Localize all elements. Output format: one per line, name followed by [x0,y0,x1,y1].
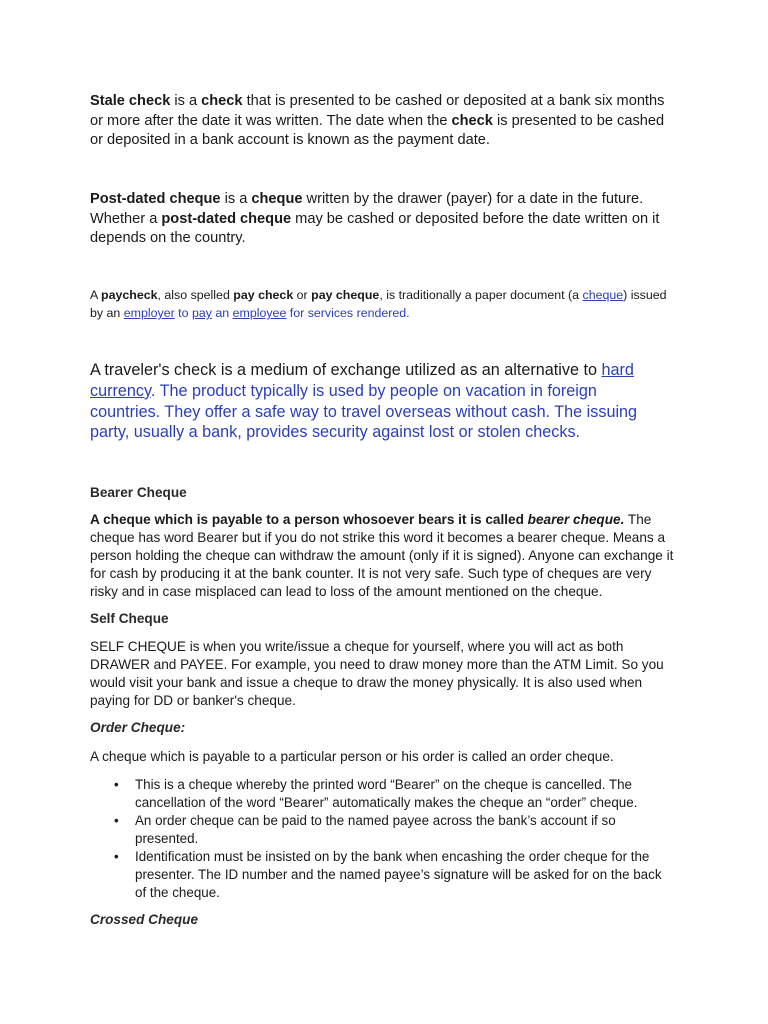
text-run: A traveler's check is a medium of exchange utilized as an alternative to [90,361,602,379]
self-cheque-heading [90,611,680,626]
bearer-cheque-heading [90,485,680,500]
text-run: is a [220,191,252,207]
section-heading: Self Cheque [90,611,169,626]
text-run: , also spelled [157,288,234,302]
paycheck-paragraph [90,286,680,322]
list-item-text: An order cheque can be paid to the named payee across the bank’s account if so presented. [135,813,616,846]
text-run: for services rendered. [286,306,410,320]
hard-currency-link[interactable]: hard currency [90,361,634,400]
stale-check-term: Stale check [90,93,171,109]
text-run: to [174,306,192,320]
self-cheque-paragraph [90,638,680,710]
text-run: A [90,288,102,302]
order-cheque-heading [90,720,680,735]
text-run: is presented to be cashed or deposited in a bank account is known as the payment date. [90,112,665,148]
list-item-text: Identification must be insisted on by the bank when encashing the order cheque for the presenter. The ID number and the named payee’s signature will be asked for on the back of the cheque. [135,849,662,900]
text-run: . The product typically is used by people on vacation in foreign countries. They offer a safe way to travel overseas without cash. The issuing party, usually a bank, provides security against lost or stolen checks. [90,381,638,442]
bullet-icon: • [114,777,119,792]
bullet-icon: • [114,849,119,864]
text-run: ) issued by an [90,288,667,320]
employee-link[interactable]: employee [232,306,287,320]
self-cheque-text: SELF CHEQUE is when you write/issue a cheque for yourself, where you will act as both DRAWER and PAYEE. For example, you need to draw money more than the ATM Limit. So you would visit your bank and issue a cheque to draw the money physically. It is also used when paying for DD or banker's cheque. [90,639,664,708]
bearer-cheque-paragraph [90,511,680,601]
list-item-text: This is a cheque whereby the printed word “Bearer” on the cheque is cancelled. The cancellation of the word “Bearer” automatically makes the cheque an “order” cheque. [135,777,638,810]
post-dated-cheque-term: post-dated cheque [161,210,292,227]
text-run: an [211,306,233,320]
bullet-icon: • [114,813,119,828]
text-run: The cheque has word Bearer but if you do not strike this word it becomes a bearer cheque. Means a person holding the cheque can withdraw the amount (only if it is signed). Anyone can exchange it for cash by producing it at the bank counter. It is not very safe. Such type of cheques are very risky and in case misplaced can lead to loss of the amount mentioned on the cheque. [90,512,674,599]
pay-link[interactable]: pay [191,306,212,320]
section-heading: Order Cheque: [90,720,186,735]
pay-check-term: pay check [233,288,294,302]
list-item [114,848,670,902]
text-run: written by the drawer (payer) for a date in the future. Whether a [90,191,644,227]
order-cheque-intro [90,748,680,766]
cheque-term: cheque [251,191,303,207]
post-dated-cheque-term: Post-dated cheque [90,191,221,207]
order-cheque-list [90,776,670,902]
bearer-lead: A cheque which is payable to a person whosoever bears it is called [90,512,528,527]
text-run: may be cashed or deposited before the date written on it depends on the country. [90,210,660,246]
list-item [114,812,670,848]
text-run: that is presented to be cashed or deposited at a bank six months or more after the date it was written. The date when the [90,93,665,129]
bearer-cheque-em: bearer cheque. [527,512,625,527]
section-heading: Crossed Cheque [90,912,199,927]
list-item [114,776,670,812]
cheque-link[interactable]: cheque [582,288,624,302]
section-heading: Bearer Cheque [90,485,187,500]
employer-link[interactable]: employer [123,306,175,320]
stale-check-paragraph [90,92,680,151]
crossed-cheque-heading [90,912,680,927]
text-run: , is traditionally a paper document (a [379,288,583,302]
check-term: check [451,112,493,129]
check-term: check [201,93,243,109]
order-cheque-intro-text: A cheque which is payable to a particular person or his order is called an order cheque. [90,749,614,764]
text-run: is a [170,93,202,109]
paycheck-term: paycheck [101,288,158,302]
pay-cheque-term: pay cheque [311,288,380,302]
travelers-check-paragraph [90,360,650,443]
text-run: or [293,288,312,302]
post-dated-cheque-paragraph [90,190,680,249]
